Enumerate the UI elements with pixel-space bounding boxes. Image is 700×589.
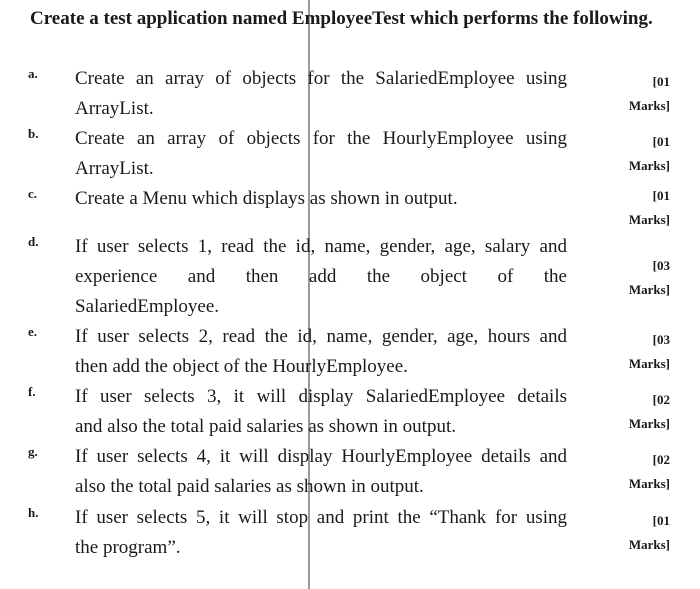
item-letter: f.: [28, 384, 36, 399]
marks-label: Marks]: [628, 356, 670, 371]
item-line: If user selects 3, it will display SalariedEmployee details: [75, 386, 567, 407]
item-line: experience and then add the object of the: [75, 266, 567, 287]
marks-value: [02: [652, 392, 670, 407]
item-text: [75, 442, 567, 502]
marks-value: [01: [652, 74, 670, 89]
item-letter: h.: [28, 505, 39, 520]
item-letter: b.: [28, 126, 39, 141]
item-marks: [580, 130, 670, 178]
item-letter: c.: [28, 186, 38, 201]
item-marks: [580, 388, 670, 436]
item-letter: e.: [28, 324, 38, 339]
marks-label: Marks]: [628, 537, 670, 552]
item-line: and also the total paid salaries as shown in output.: [75, 416, 456, 437]
task-heading: Create a test application named EmployeeTest which performs the following.: [30, 8, 653, 29]
item-marks: [580, 70, 670, 118]
item-line: Create an array of objects for the HourlyEmployee using: [75, 128, 567, 149]
item-letter: a.: [28, 66, 38, 81]
item-line: also the total paid salaries as shown in output.: [75, 476, 424, 497]
item-line: If user selects 1, read the id, name, gender, age, salary and: [75, 236, 567, 257]
item-line: ArrayList.: [75, 98, 154, 119]
item-text: [75, 64, 567, 124]
marks-value: [01: [652, 134, 670, 149]
item-marks: [580, 448, 670, 496]
item-marks: [580, 254, 670, 302]
marks-value: [01: [652, 513, 670, 528]
item-text: [75, 232, 567, 322]
item-letter: g.: [28, 444, 38, 459]
item-letter: d.: [28, 234, 39, 249]
item-text: [75, 322, 567, 382]
item-text: [75, 382, 567, 442]
marks-value: [03: [652, 258, 670, 273]
marks-label: Marks]: [628, 282, 670, 297]
marks-value: [02: [652, 452, 670, 467]
marks-label: Marks]: [628, 416, 670, 431]
marks-label: Marks]: [628, 158, 670, 173]
marks-label: Marks]: [628, 476, 670, 491]
marks-value: [01: [652, 188, 670, 203]
item-line: the program”.: [75, 537, 181, 558]
item-line: Create an array of objects for the SalariedEmployee using: [75, 68, 567, 89]
item-text: [75, 124, 567, 184]
marks-label: Marks]: [628, 212, 670, 227]
item-marks: [580, 328, 670, 376]
marks-value: [03: [652, 332, 670, 347]
item-line: SalariedEmployee.: [75, 296, 220, 317]
item-line: If user selects 4, it will display HourlyEmployee details and: [75, 446, 567, 467]
marks-label: Marks]: [628, 98, 670, 113]
item-text: [75, 503, 567, 563]
item-line: then add the object of the HourlyEmployee.: [75, 356, 408, 377]
item-marks: [580, 184, 670, 232]
item-line: Create a Menu which displays as shown in output.: [75, 188, 458, 209]
item-line: If user selects 5, it will stop and print the “Thank for using: [75, 507, 567, 528]
item-line: If user selects 2, read the id, name, gender, age, hours and: [75, 326, 567, 347]
item-marks: [580, 509, 670, 557]
item-text: [75, 184, 567, 214]
item-line: ArrayList.: [75, 158, 154, 179]
